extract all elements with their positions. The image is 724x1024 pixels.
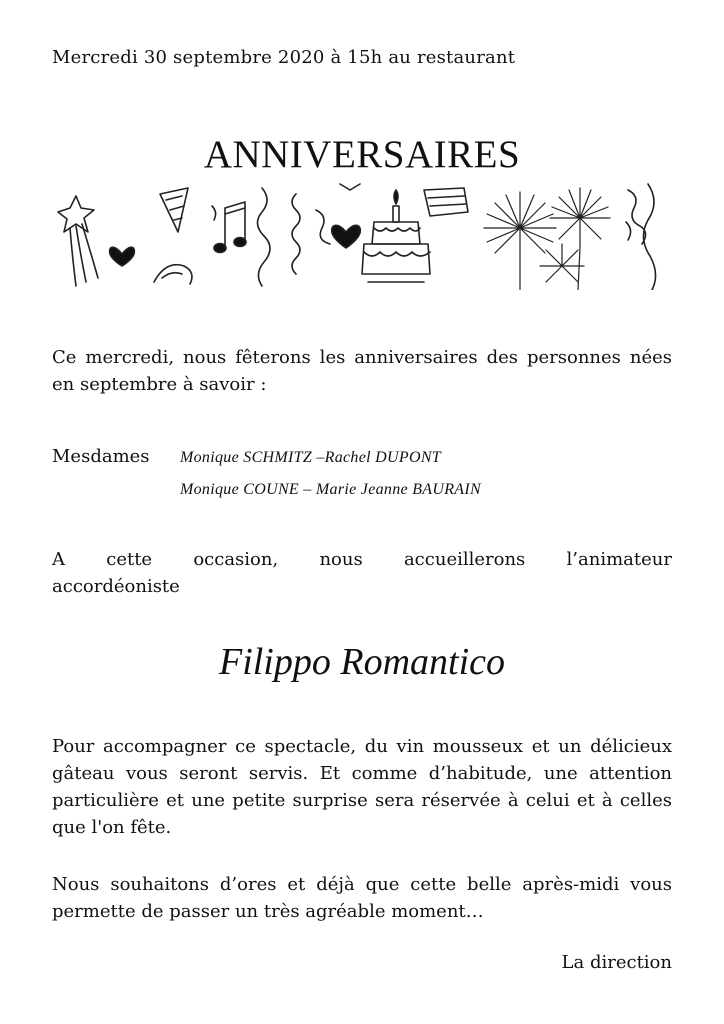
occasion-line-2: accordéoniste (52, 576, 180, 597)
music-notes-icon (212, 202, 246, 253)
star-icon (58, 196, 98, 286)
party-hat-icon (154, 188, 192, 284)
occasion-word: A (52, 549, 65, 570)
honorees-names-line-2: Monique COUNE – Marie Jeanne BAURAIN (180, 481, 481, 498)
signature: La direction (561, 952, 672, 973)
streamer-icon (257, 188, 330, 286)
page-title: ANNIVERSAIRES (203, 133, 521, 176)
candle-icon (394, 190, 398, 204)
occasion-line-1 (52, 546, 672, 573)
occasion-word: occasion, (193, 549, 279, 570)
occasion-paragraph (52, 546, 672, 600)
party-banner (50, 182, 662, 290)
refreshments-paragraph: Pour accompagner ce spectacle, du vin mousseux et un délicieux gâteau vous seront servis. Et comme d’habitude, une attention particulière et une petite surprise sera réservée à celui et à celles que l'on fête. (52, 736, 672, 838)
occasion-word: cette (106, 549, 153, 570)
flag-icon (340, 184, 468, 216)
occasion-word: nous (319, 549, 363, 570)
honorees-label: Mesdames (52, 446, 150, 467)
intro-paragraph: Ce mercredi, nous fêterons les anniversaires des personnes nées en septembre à savoir : (52, 347, 672, 395)
honorees-names-line-1: Monique SCHMITZ –Rachel DUPONT (180, 449, 441, 466)
birthday-cake-icon (362, 190, 430, 282)
fireworks-icon (484, 188, 610, 290)
streamer-icon (626, 184, 656, 290)
event-date-line: Mercredi 30 septembre 2020 à 15h au restaurant (52, 47, 516, 68)
heart-icon (332, 225, 361, 248)
occasion-word: l’animateur (566, 549, 672, 570)
wishes-paragraph: Nous souhaitons d’ores et déjà que cette belle après-midi vous permette de passer un très agréable moment… (52, 874, 672, 922)
performer-name: Filippo Romantico (218, 641, 506, 683)
occasion-word: accueillerons (403, 549, 526, 570)
heart-icon (110, 247, 135, 266)
